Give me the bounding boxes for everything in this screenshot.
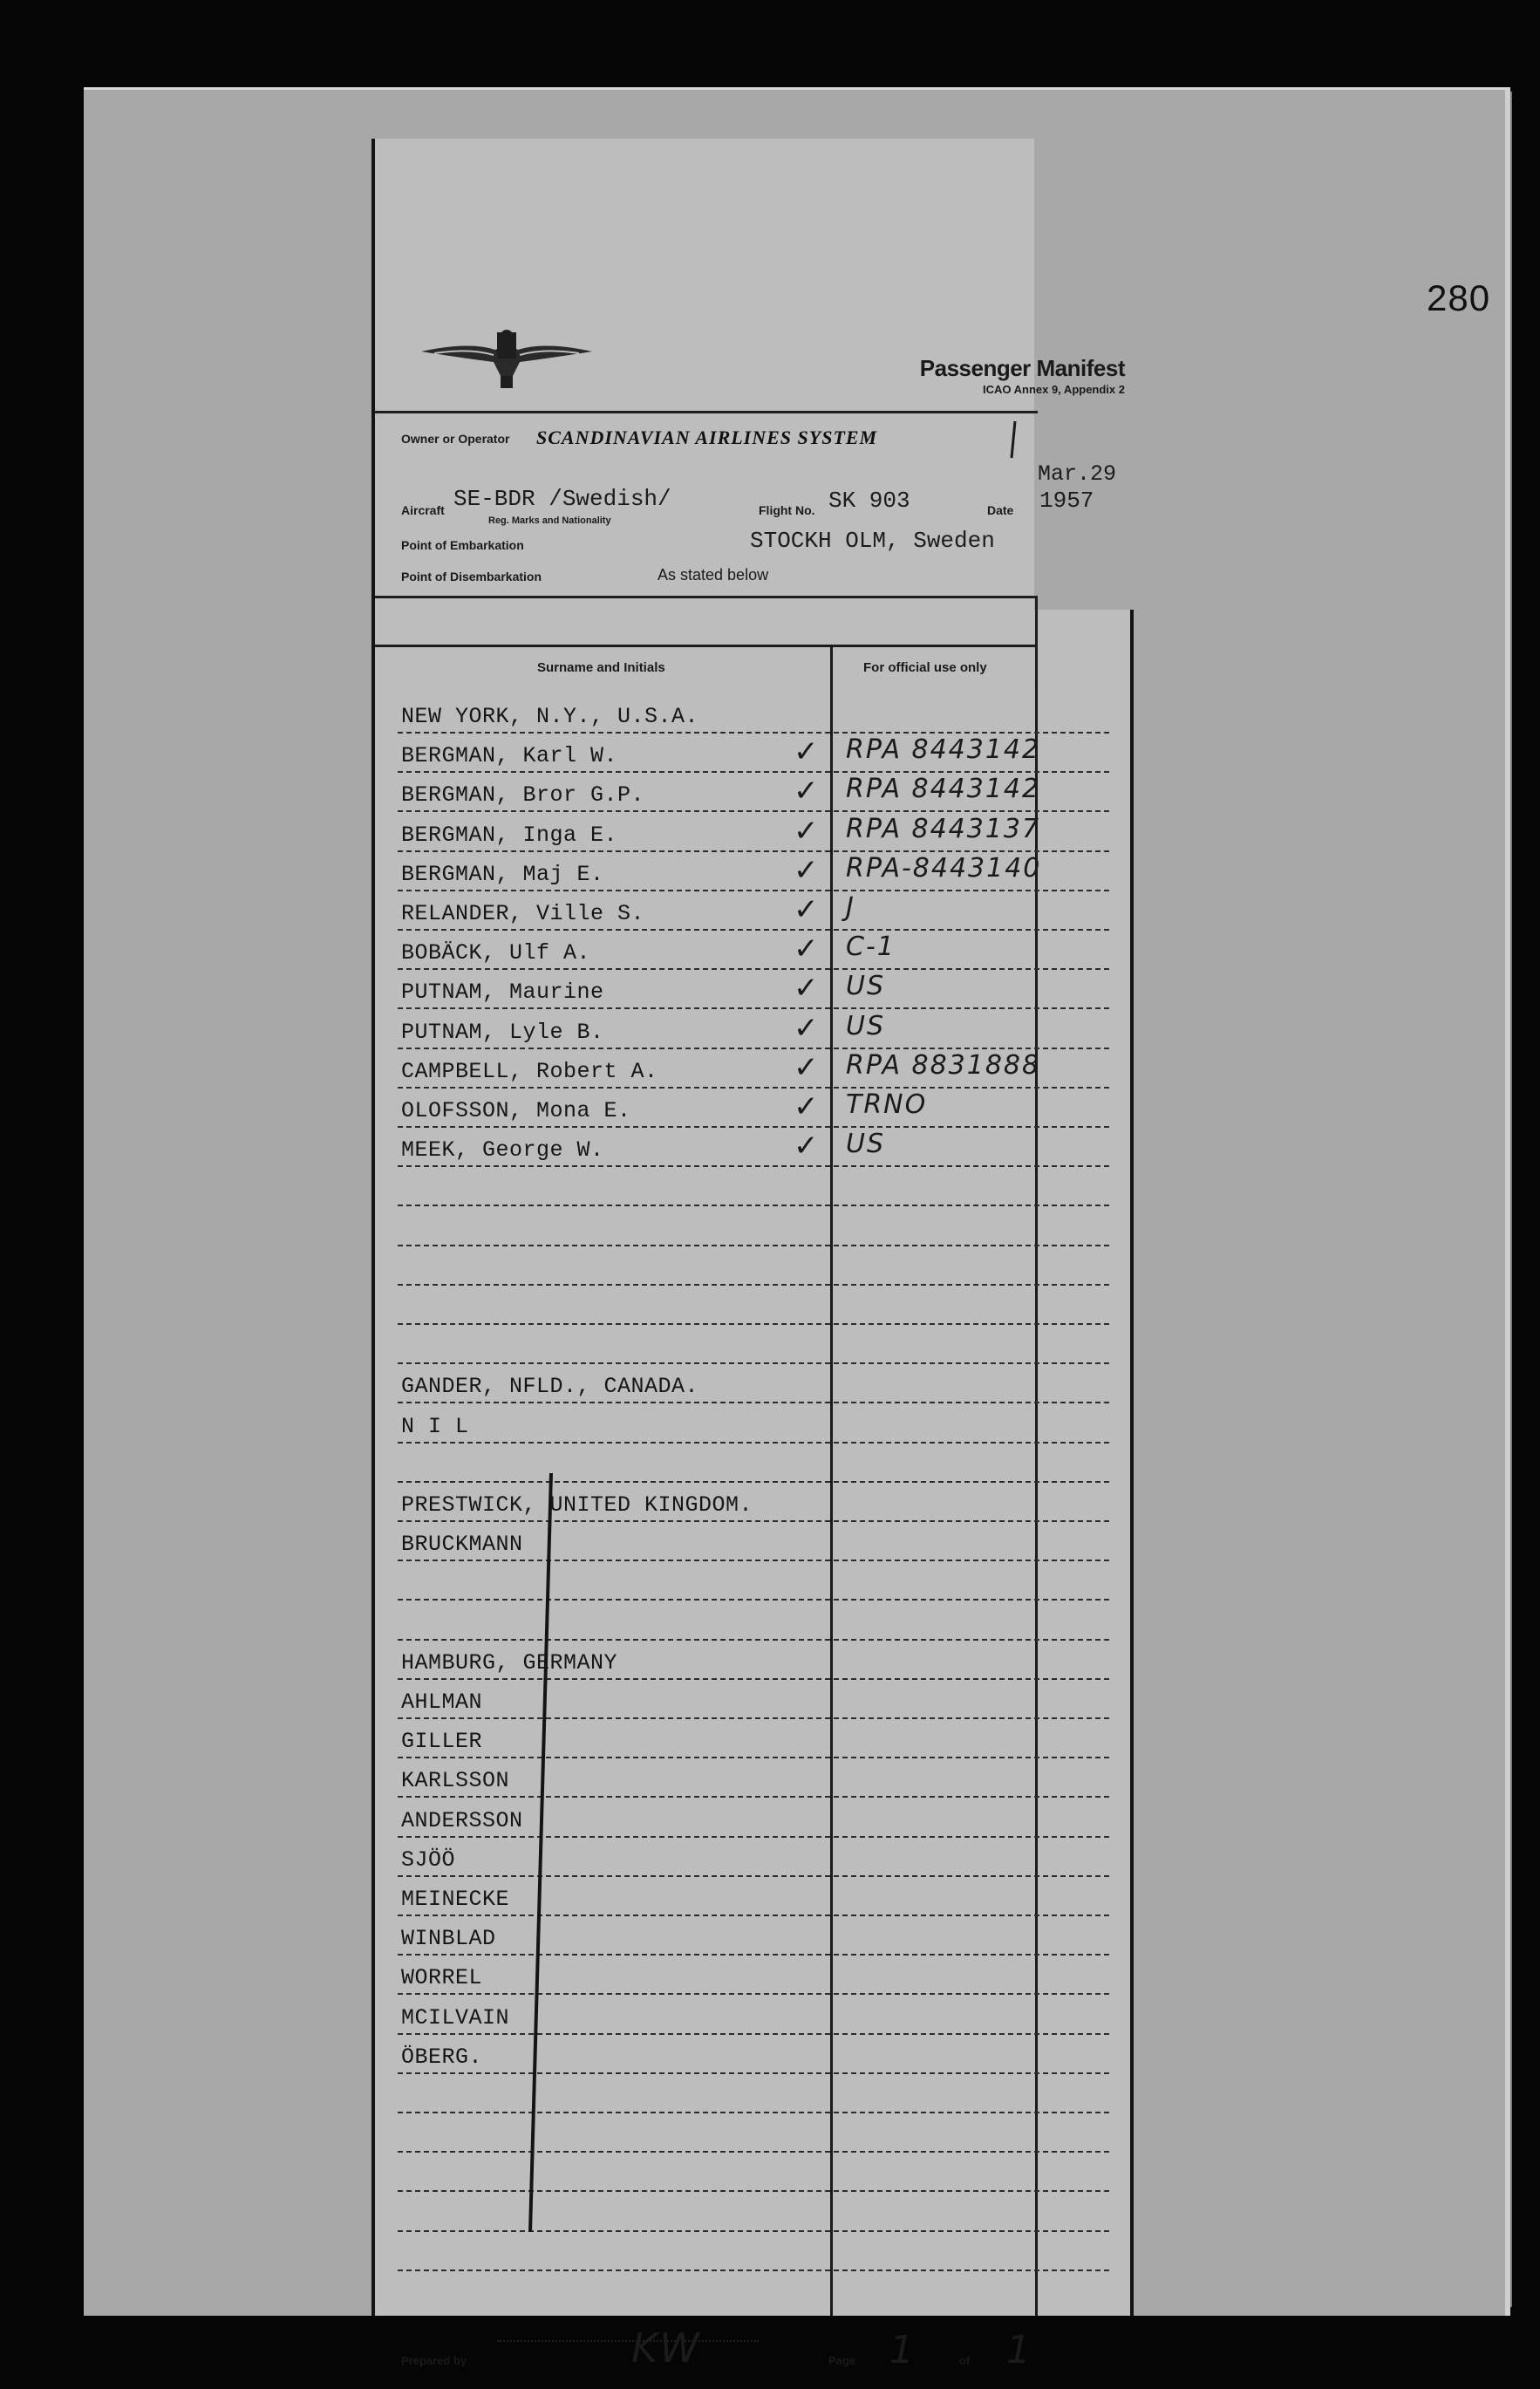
- embarkation-label: Point of Embarkation: [401, 538, 524, 552]
- passenger-entry: GILLER: [401, 1729, 483, 1755]
- official-annotation: RPA 8831888: [846, 1049, 1041, 1081]
- official-annotation: C-1: [846, 932, 896, 963]
- official-annotation: RPA 8443137: [846, 813, 1041, 844]
- check-mark: ✓: [794, 774, 819, 809]
- check-mark: ✓: [794, 734, 819, 770]
- form-footer: [401, 2324, 1116, 2389]
- column-name-header: Surname and Initials: [537, 660, 665, 675]
- passenger-entry: CAMPBELL, Robert A.: [401, 1058, 658, 1084]
- check-mark: ✓: [794, 1089, 819, 1124]
- passenger-entry: PRESTWICK, UNITED KINGDOM.: [401, 1492, 753, 1518]
- passenger-entry: PUTNAM, Maurine: [401, 979, 604, 1006]
- reg-marks-label: Reg. Marks and Nationality: [488, 515, 611, 526]
- official-annotation: RPA-8443140: [846, 852, 1042, 884]
- official-annotation: US: [846, 1129, 886, 1160]
- passenger-entry: ÖBERG.: [401, 2044, 483, 2070]
- passenger-entry: GANDER, NFLD., CANADA.: [401, 1374, 699, 1400]
- page-label: Page: [828, 2354, 856, 2367]
- date-label: Date: [987, 503, 1014, 517]
- page-value: 1: [889, 2328, 916, 2372]
- passenger-entry: OLOFSSON, Mona E.: [401, 1098, 631, 1123]
- passenger-entry: BOBÄCK, Ulf A.: [401, 940, 591, 966]
- check-mark: ✓: [794, 813, 819, 849]
- passenger-entry: WINBLAD: [401, 1926, 496, 1952]
- manifest-page: [84, 87, 1510, 2372]
- check-mark: ✓: [794, 1049, 819, 1085]
- passenger-entry: PUTNAM, Lyle B.: [401, 1019, 604, 1045]
- date-value-month: Mar.29: [1038, 461, 1117, 487]
- manifest-form: [371, 139, 1134, 2372]
- passenger-entry: WORREL: [401, 1965, 483, 1991]
- official-annotation: US: [846, 1010, 886, 1041]
- aircraft-label: Aircraft: [401, 503, 445, 517]
- passenger-entry: KARLSSON: [401, 1768, 510, 1794]
- handwritten-strike-line: [375, 139, 1134, 2316]
- aircraft-value: SE-BDR /Swedish/: [453, 486, 671, 512]
- official-annotation: RPA 8443142: [846, 734, 1041, 766]
- official-annotation: RPA 8443142: [846, 774, 1041, 805]
- check-mark: ✓: [794, 1010, 819, 1046]
- passenger-entry: ANDERSSON: [401, 1807, 523, 1833]
- check-mark: ✓: [794, 1129, 819, 1164]
- manifest-subtitle: ICAO Annex 9, Appendix 2: [982, 383, 1125, 396]
- passenger-entry: BRUCKMANN: [401, 1532, 523, 1558]
- disembarkation-value: As stated below: [658, 566, 769, 584]
- check-mark: ✓: [794, 932, 819, 967]
- official-annotation: J: [846, 892, 855, 923]
- passenger-entry: NEW YORK, N.Y., U.S.A.: [401, 704, 699, 729]
- check-mark: ✓: [794, 892, 819, 927]
- passenger-entry: N I L: [401, 1413, 469, 1439]
- passenger-entry: SJÖÖ: [401, 1846, 456, 1873]
- of-label: of: [959, 2354, 971, 2367]
- passenger-entry: RELANDER, Ville S.: [401, 901, 645, 926]
- prepared-by-signature: KW: [631, 2324, 701, 2372]
- owner-label: Owner or Operator: [401, 432, 510, 446]
- passenger-entry: BERGMAN, Karl W.: [401, 743, 618, 769]
- manifest-title: Passenger Manifest: [919, 355, 1125, 381]
- embarkation-value: STOCKH OLM, Sweden: [750, 528, 995, 554]
- check-mark: ✓: [794, 971, 819, 1007]
- passenger-entry: BERGMAN, Inga E.: [401, 822, 618, 848]
- passenger-entry: AHLMAN: [401, 1689, 483, 1715]
- prepared-by-line: [497, 2338, 759, 2342]
- prepared-by-label: Prepared by: [401, 2354, 467, 2367]
- passenger-entry: BERGMAN, Maj E.: [401, 861, 604, 887]
- column-official-header: For official use only: [863, 660, 987, 675]
- of-value: 1: [1006, 2328, 1032, 2372]
- passenger-entry: HAMBURG, GERMANY: [401, 1649, 618, 1676]
- owner-value: SCANDINAVIAN AIRLINES SYSTEM: [536, 427, 878, 448]
- passenger-entry: BERGMAN, Bror G.P.: [401, 782, 645, 809]
- disembarkation-label: Point of Disembarkation: [401, 570, 542, 584]
- passenger-entry: MEEK, George W.: [401, 1137, 604, 1164]
- passenger-entry: MEINECKE: [401, 1887, 510, 1912]
- official-annotation: TRNO: [846, 1089, 928, 1120]
- check-mark: ✓: [794, 852, 819, 888]
- page-number: 280: [1427, 277, 1491, 318]
- date-value-year: 1957: [1039, 488, 1094, 514]
- flight-value: SK 903: [828, 488, 910, 514]
- official-annotation: US: [846, 971, 886, 1002]
- passenger-entry: MCILVAIN: [401, 2004, 510, 2031]
- flight-label: Flight No.: [759, 503, 815, 517]
